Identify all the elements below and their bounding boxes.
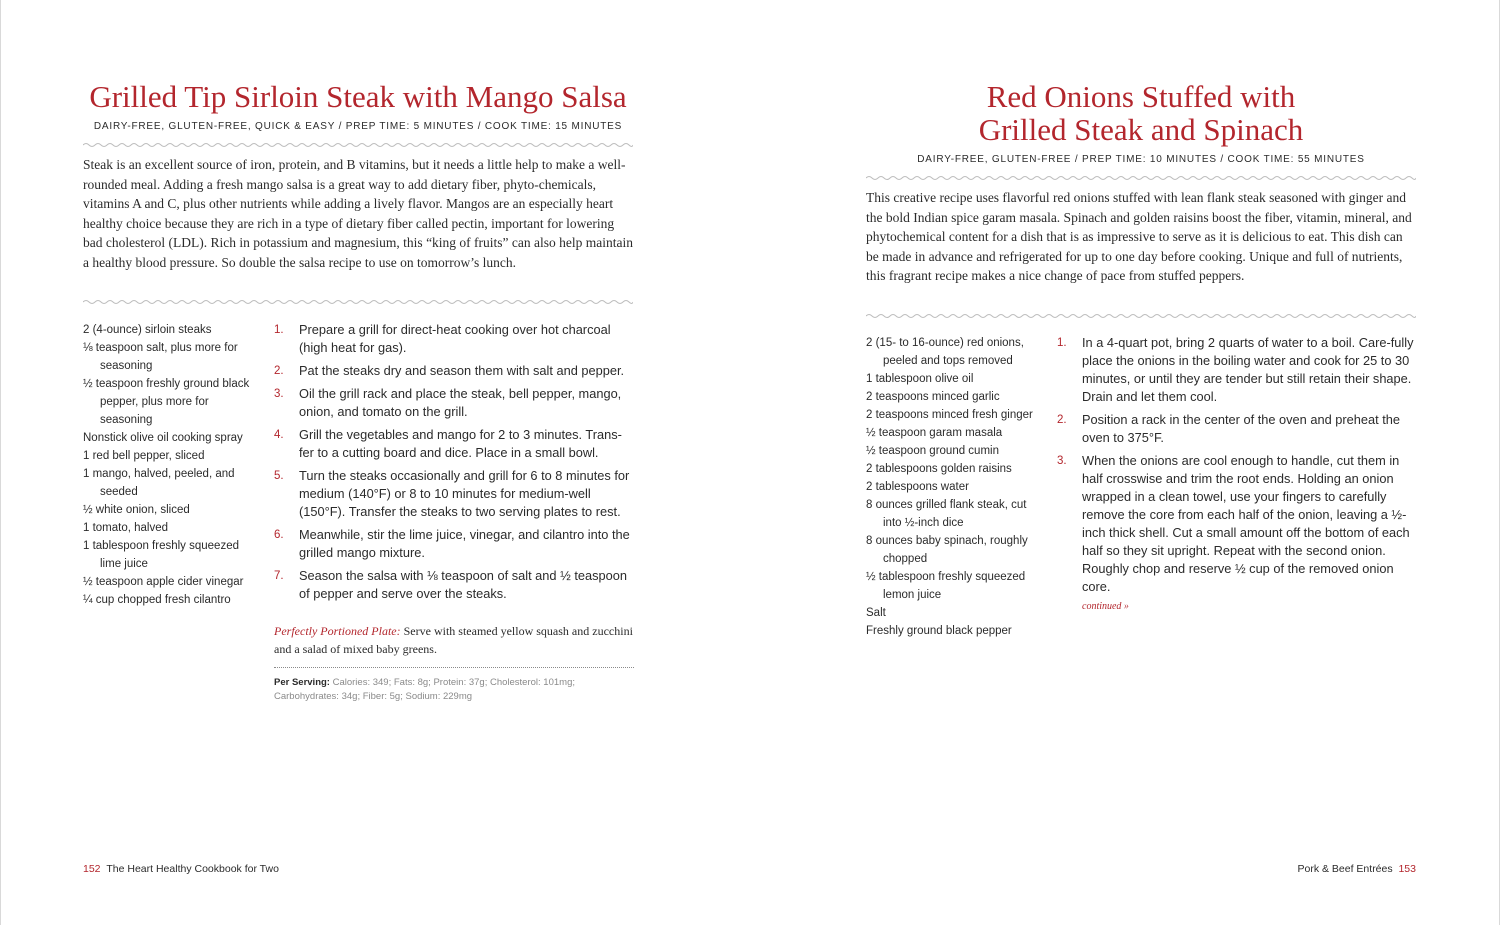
ingredient-item: ½ white onion, sliced bbox=[83, 504, 190, 516]
serving-suggestion-text: Serve with steamed yellow squash and zucchini and a salad of mixed baby greens. bbox=[274, 624, 633, 656]
step-item bbox=[274, 321, 634, 357]
ingredient-item: Salt bbox=[866, 607, 886, 619]
step-list bbox=[1057, 334, 1417, 601]
serving-suggestion bbox=[274, 622, 634, 658]
step-item bbox=[274, 467, 634, 521]
serving-suggestion-label: Perfectly Portioned Plate: bbox=[274, 624, 401, 638]
step-item bbox=[274, 362, 634, 380]
recipe-title-line: Red Onions Stuffed with bbox=[986, 79, 1296, 114]
step-number: 3. bbox=[274, 388, 284, 400]
step-number: 1. bbox=[274, 324, 284, 336]
step-text: Position a rack in the center of the oven and preheat the oven to 375°F. bbox=[1082, 412, 1400, 445]
step-list bbox=[274, 321, 634, 608]
step-text: When the onions are cool enough to handle, cut them in half crosswise and trim the root ends. Holding an onion wrapped in a clean towel, use your fingers to carefully remove the core from each half of the onion, leaving a ½-inch thick shell. Cut a small amount off the bottom of each half so they sit upright. Repeat with the second onion. Roughly chop and reserve ½ cup of the removed onion core. bbox=[1082, 453, 1410, 594]
wavy-divider bbox=[83, 141, 633, 149]
recipe-meta: DAIRY-FREE, GLUTEN-FREE / PREP TIME: 10 MINUTES / COOK TIME: 55 MINUTES bbox=[917, 154, 1365, 165]
ingredient-item: 1 tablespoon olive oil bbox=[866, 373, 974, 385]
ingredient-item: 2 (15- to 16-ounce) red onions, peeled and tops removed bbox=[866, 337, 1024, 367]
ingredient-item: 2 teaspoons minced fresh ginger bbox=[866, 409, 1033, 421]
continued-link[interactable]: continued » bbox=[1082, 601, 1129, 612]
page-edge-left bbox=[0, 0, 1, 925]
ingredient-item: ½ teaspoon apple cider vinegar bbox=[83, 576, 244, 588]
page-number: 153 bbox=[1398, 863, 1416, 875]
ingredient-item: 2 tablespoons golden raisins bbox=[866, 463, 1012, 475]
step-text: Meanwhile, stir the lime juice, vinegar, and cilantro into the grilled mango mixture. bbox=[299, 527, 630, 560]
ingredient-item: ½ teaspoon garam masala bbox=[866, 427, 1003, 439]
ingredient-item: 1 red bell pepper, sliced bbox=[83, 450, 205, 462]
wavy-divider bbox=[866, 174, 1416, 182]
ingredient-item: 1 mango, halved, peeled, and seeded bbox=[83, 468, 235, 498]
nutrition-label: Per Serving: bbox=[274, 677, 330, 688]
wavy-divider bbox=[83, 298, 633, 306]
ingredient-item: 2 (4-ounce) sirloin steaks bbox=[83, 324, 212, 336]
recipe-title bbox=[866, 80, 1416, 146]
nutrition-text: Calories: 349; Fats: 8g; Protein: 37g; Cholesterol: 101mg; Carbohydrates: 34g; Fiber: 5g; Sodium: 229mg bbox=[274, 677, 575, 702]
recipe-meta: DAIRY-FREE, GLUTEN-FREE, QUICK & EASY / PREP TIME: 5 MINUTES / COOK TIME: 15 MINUTES bbox=[93, 121, 623, 132]
step-number: 6. bbox=[274, 529, 284, 541]
ingredient-item: 2 teaspoons minced garlic bbox=[866, 391, 1000, 403]
ingredient-item: 8 ounces baby spinach, roughly chopped bbox=[866, 535, 1028, 565]
nutrition-info bbox=[274, 676, 634, 704]
ingredient-item: Nonstick olive oil cooking spray bbox=[83, 432, 243, 444]
ingredient-item: ¼ cup chopped fresh cilantro bbox=[83, 594, 231, 606]
page-number: 152 bbox=[83, 863, 101, 875]
ingredient-item: ½ tablespoon freshly squeezed lemon juice bbox=[866, 571, 1026, 601]
step-text: Prepare a grill for direct-heat cooking over hot charcoal (high heat for gas). bbox=[299, 322, 611, 355]
step-number: 5. bbox=[274, 470, 284, 482]
ingredient-item: 2 tablespoons water bbox=[866, 481, 969, 493]
step-number: 4. bbox=[274, 429, 284, 441]
footer-right bbox=[1297, 863, 1416, 875]
step-number: 2. bbox=[1057, 414, 1067, 426]
step-number: 7. bbox=[274, 570, 284, 582]
step-text: Pat the steaks dry and season them with salt and pepper. bbox=[299, 363, 625, 378]
step-item bbox=[1057, 411, 1417, 447]
running-head: The Heart Healthy Cookbook for Two bbox=[106, 863, 279, 875]
ingredient-item: 1 tomato, halved bbox=[83, 522, 169, 534]
recipe-title: Grilled Tip Sirloin Steak with Mango Salsa bbox=[89, 79, 627, 114]
recipe-title-line: Grilled Steak and Spinach bbox=[978, 112, 1304, 147]
wavy-divider bbox=[866, 312, 1416, 320]
ingredient-item: Freshly ground black pepper bbox=[866, 625, 1012, 637]
step-number: 2. bbox=[274, 365, 284, 377]
step-item bbox=[274, 385, 634, 421]
step-number: 3. bbox=[1057, 455, 1067, 467]
ingredient-list bbox=[83, 321, 258, 609]
ingredient-item: ⅛ teaspoon salt, plus more for seasoning bbox=[83, 342, 238, 372]
step-item bbox=[274, 567, 634, 603]
step-item bbox=[274, 526, 634, 562]
right-page bbox=[866, 0, 1416, 925]
ingredient-item: ½ teaspoon freshly ground black pepper, plus more for seasoning bbox=[83, 378, 250, 426]
step-item bbox=[1057, 334, 1417, 406]
recipe-intro: Steak is an excellent source of iron, protein, and B vitamins, but it needs a little help to make a well-rounded meal. Adding a fresh mango salsa is a great way to add dietary fiber, phyto-chemicals, vitamins A and C, plus other nutrients while adding a lively flavor. Mangos are an especially heart healthy choice because they are rich in a type of dietary fiber called pectin, important for lowering bad cholesterol (LDL). Rich in potassium and magnesium, this “king of fruits” can also help maintain a healthy blood pressure. So double the salsa recipe to use on tomorrow’s lunch. bbox=[83, 157, 633, 270]
step-text: Turn the steaks occasionally and grill for 6 to 8 minutes for medium (140°F) or 8 to 10 minutes for medium-well (150°F). Transfer the steaks to two serving plates to rest. bbox=[299, 468, 630, 519]
ingredient-item: 1 tablespoon freshly squeezed lime juice bbox=[83, 540, 239, 570]
ingredient-list bbox=[866, 334, 1041, 640]
step-item bbox=[274, 426, 634, 462]
running-head: Pork & Beef Entrées bbox=[1297, 863, 1393, 875]
footer-left bbox=[83, 863, 279, 875]
ingredient-item: 8 ounces grilled flank steak, cut into ½-inch dice bbox=[866, 499, 1027, 529]
step-text: Oil the grill rack and place the steak, bell pepper, mango, onion, and tomato on the grill. bbox=[299, 386, 622, 419]
left-page bbox=[83, 0, 633, 925]
dotted-divider bbox=[274, 667, 634, 668]
step-text: In a 4-quart pot, bring 2 quarts of water to a boil. Care-fully place the onions in the boiling water and cook for 25 to 30 minutes, or until they are tender but still retain their shape. Drain and let them cool. bbox=[1082, 335, 1414, 404]
step-item bbox=[1057, 452, 1417, 596]
step-number: 1. bbox=[1057, 337, 1067, 349]
recipe-intro: This creative recipe uses flavorful red onions stuffed with lean flank steak seasoned with ginger and the bold Indian spice garam masala. Spinach and golden raisins boost the fiber, vitamin, mineral, and phytochemical content for a dish that is as impressive to serve as it is delicious to eat. This dish can be made in advance and refrigerated for up to one day before cooking. Unique and full of nutrients, this fragrant recipe makes a nice change of pace from stuffed peppers. bbox=[866, 190, 1412, 283]
step-text: Season the salsa with ⅛ teaspoon of salt and ½ teaspoon of pepper and serve over the steaks. bbox=[299, 568, 627, 601]
step-text: Grill the vegetables and mango for 2 to 3 minutes. Trans-fer to a cutting board and dice. Place in a small bowl. bbox=[299, 427, 622, 460]
ingredient-item: ½ teaspoon ground cumin bbox=[866, 445, 999, 457]
